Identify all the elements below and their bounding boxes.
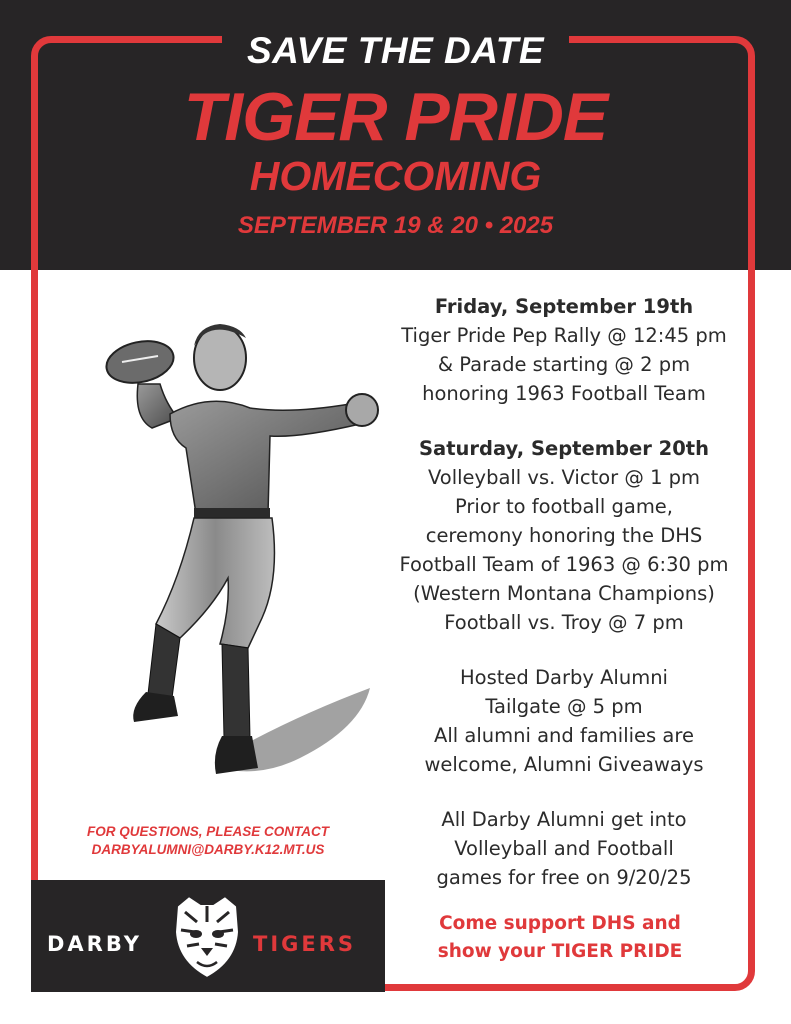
cta-line: Come support DHS and [439, 913, 681, 934]
contact-label: FOR QUESTIONS, PLEASE CONTACT [86, 824, 329, 839]
saturday-heading: Saturday, September 20th [419, 437, 709, 460]
save-the-date-kicker: SAVE THE DATE [246, 30, 545, 71]
saturday-line: (Western Montana Champions) [413, 582, 715, 605]
tailgate-line: Hosted Darby Alumni [460, 666, 668, 689]
saturday-line: Football Team of 1963 @ 6:30 pm [399, 553, 729, 576]
football-player-illustration [100, 318, 380, 798]
darby-tigers-logo [31, 880, 385, 992]
logo-word-tigers: TIGERS [253, 932, 357, 956]
friday-line: & Parade starting @ 2 pm [437, 353, 691, 376]
free-entry-line: Volleyball and Football [454, 837, 674, 860]
tailgate-line: All alumni and families are [434, 724, 694, 747]
saturday-line: Prior to football game, [454, 495, 674, 518]
tailgate-line: Tailgate @ 5 pm [485, 695, 643, 718]
friday-line: Tiger Pride Pep Rally @ 12:45 pm [401, 324, 727, 347]
event-schedule [380, 292, 748, 892]
tiger-head-icon [167, 892, 247, 980]
contact-info [58, 823, 358, 859]
page-subtitle: HOMECOMING [249, 153, 542, 199]
saturday-line: Football vs. Troy @ 7 pm [444, 611, 684, 634]
event-dates: SEPTEMBER 19 & 20 • 2025 [237, 212, 554, 239]
friday-heading: Friday, September 19th [434, 295, 694, 318]
logo-word-darby: DARBY [47, 932, 142, 956]
call-to-action [400, 910, 720, 966]
saturday-line: ceremony honoring the DHS [425, 524, 703, 547]
saturday-line: Volleyball vs. Victor @ 1 pm [427, 466, 701, 489]
page-title: TIGER PRIDE [183, 79, 608, 155]
friday-line: honoring 1963 Football Team [422, 382, 706, 405]
cta-line: show your TIGER PRIDE [437, 941, 683, 962]
free-entry-line: All Darby Alumni get into [441, 808, 687, 831]
contact-email[interactable]: DARBYALUMNI@DARBY.K12.MT.US [91, 842, 325, 857]
free-entry-line: games for free on 9/20/25 [436, 866, 692, 889]
tailgate-line: welcome, Alumni Giveaways [424, 753, 704, 776]
